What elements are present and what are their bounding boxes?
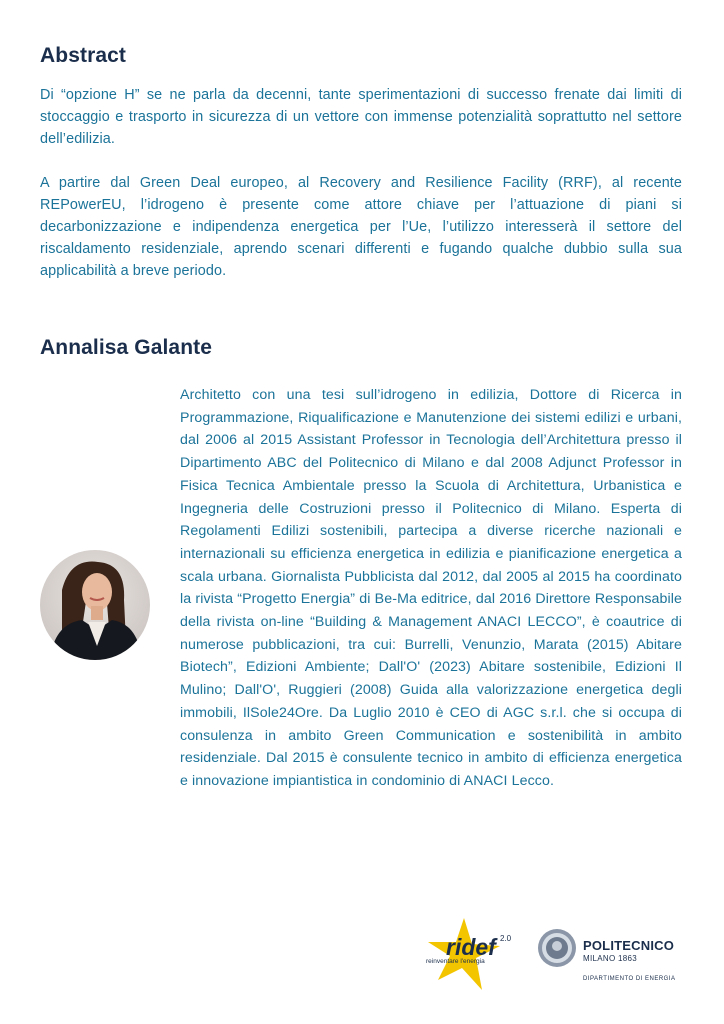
- author-photo: [40, 550, 150, 660]
- author-bio: Architetto con una tesi sull’idrogeno in edilizia, Dottore di Ricerca in Programmazione, Riqualificazione e Manutenzione dei sistemi edilizi e urbani, dal 2006 al 2015 Assistant Professor in Tecnologia dell’Architettura presso il Dipartimento ABC del Politecnico di Milano e dal 2008 Adjunct Professor in Fisica Tecnica Ambientale presso la Scuola di Architettura, Urbanistica e Ingegneria delle Costruzioni presso il Politecnico di Milano. Esperta di Regolamenti Edilizi sostenibili, partecipa a diverse ricerche nazionali e internazionali su efficienza energetica in edilizia e pianificazione energetica a scala urbana. Giornalista Pubblicista dal 2012, dal 2005 al 2015 ha coordinato la rivista “Progetto Energia” di Be-Ma editrice, dal 2016 Direttore Responsabile della rivista on-line “Building & Management ANACI LECCO”, è coautrice di numerose pubblicazioni, tra cui: Burrelli, Venunzio, Marata (2015) Abitare Biotech”, Edizioni Ambiente; Dall'O' (2023) Abitare sostenibile, Edizioni Il Mulino; Dall'O', Ruggieri (2008) Guida alla valorizzazione energetica degli immobili, IlSole24Ore. Da Luglio 2010 è CEO di AGC s.r.l. che si occupa di consulenza in ambito Green Communication e sostenibilità in ambito residenziale. Dal 2015 è consulente tecnico in ambito di efficienza energetica e innovazione impiantistica in condominio di ANACI Lecco.: [180, 387, 682, 789]
- abstract-heading: Abstract: [40, 44, 126, 67]
- politecnico-seal-icon: [537, 928, 577, 968]
- politecnico-name: POLITECNICO: [583, 938, 675, 953]
- ridef-logo: [420, 918, 520, 998]
- politecnico-city: MILANO 1863: [583, 954, 637, 963]
- author-portrait-image: [40, 550, 150, 660]
- abstract-paragraph-2: A partire dal Green Deal europeo, al Recovery and Resilience Facility (RRF), al recente REPowerEU, l’idrogeno è presente come attore chiave per l’attuazione di piani si decarbonizzazione e indipendenza energetica per l’Ue, l’utilizzo interesserà il settore del riscaldamento residenziale, aprendo scenari differenti e fugando qualche dubbio sulla sua applicabilità a breve periodo.: [40, 175, 682, 279]
- politecnico-department: DIPARTIMENTO DI ENERGIA: [583, 976, 676, 982]
- ridef-wordmark: ridef: [446, 934, 496, 960]
- politecnico-logo: [537, 928, 687, 988]
- ridef-tagline: reinventare l'energia: [426, 958, 485, 965]
- ridef-version: 2.0: [500, 934, 512, 943]
- abstract-paragraph-1: Di “opzione H” se ne parla da decenni, tante sperimentazioni di successo frenate dai limiti di stoccaggio e trasporto in sicurezza di un vettore con immense potenzialità soprattutto nel settore dell’edilizia.: [40, 87, 682, 147]
- author-name-heading: Annalisa Galante: [40, 336, 212, 359]
